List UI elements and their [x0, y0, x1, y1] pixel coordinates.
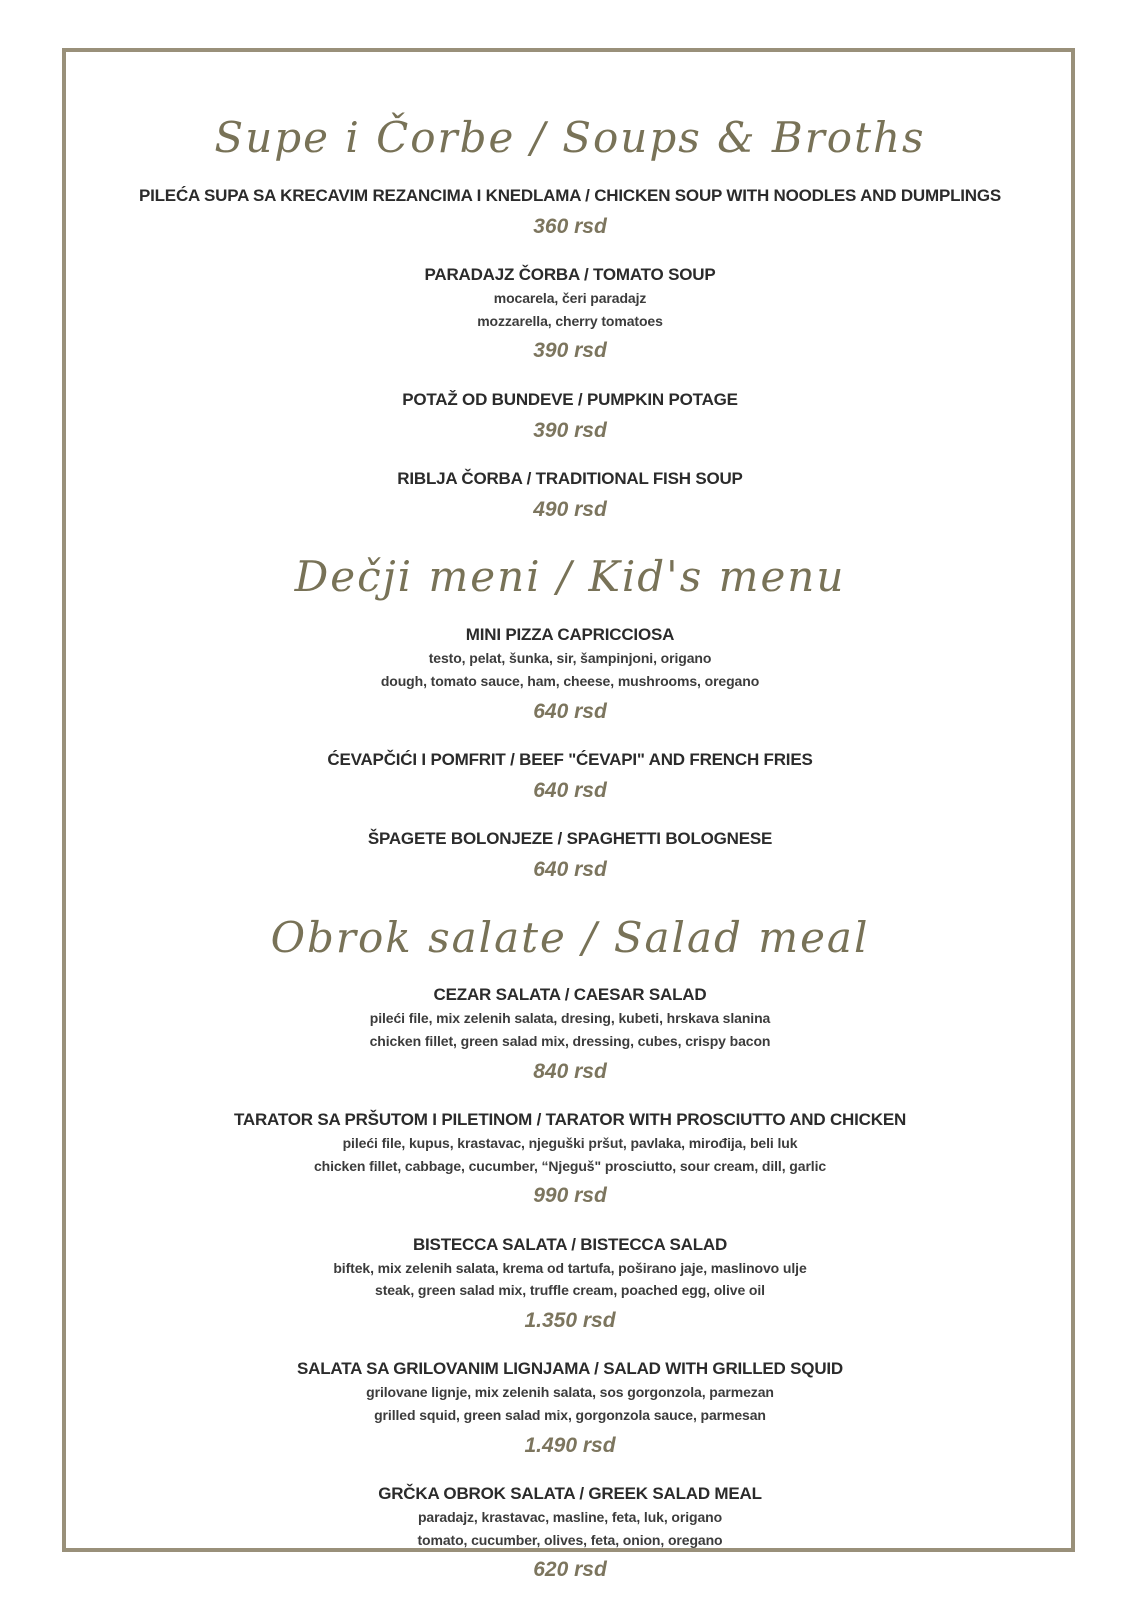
menu-item	[90, 264, 1050, 366]
menu-item	[90, 468, 1050, 524]
menu-item-price: 360 rsd	[533, 214, 607, 238]
menu-item-desc-en: steak, green salad mix, truffle cream, poached egg, olive oil	[375, 1282, 765, 1299]
menu-item	[90, 389, 1050, 445]
menu-item	[90, 185, 1050, 241]
menu-item-desc-en: chicken fillet, cabbage, cucumber, “Njeguš" prosciutto, sour cream, dill, garlic	[313, 1157, 827, 1174]
menu-item	[90, 1483, 1050, 1585]
menu-item-price: 640 rsd	[533, 778, 607, 802]
menu-item-desc-sr: mocarela, čeri paradajz	[493, 290, 647, 307]
menu-item-name: TARATOR SA PRŠUTOM I PILETINOM / TARATOR WITH PROSCIUTTO AND CHICKEN	[233, 1110, 907, 1130]
menu-item-price: 840 rsd	[533, 1059, 607, 1083]
menu-item-name: RIBLJA ČORBA / TRADITIONAL FISH SOUP	[397, 469, 743, 489]
menu-item-name: MINI PIZZA CAPRICCIOSA	[465, 625, 675, 645]
menu-item-desc-en: chicken fillet, green salad mix, dressing, cubes, crispy bacon	[369, 1033, 771, 1050]
menu-content	[90, 108, 1050, 1608]
menu-item-price: 490 rsd	[533, 498, 607, 522]
menu-item	[90, 749, 1050, 805]
menu-item-desc-sr: testo, pelat, šunka, sir, šampinjoni, origano	[428, 650, 712, 667]
menu-item-desc-en: grilled squid, green salad mix, gorgonzola sauce, parmesan	[374, 1406, 766, 1423]
menu-item-price: 620 rsd	[533, 1558, 607, 1582]
menu-item-desc-sr: grilovane lignje, mix zelenih salata, sos gorgonzola, parmezan	[366, 1384, 774, 1401]
menu-item	[90, 1109, 1050, 1211]
menu-item-price: 390 rsd	[533, 339, 607, 363]
section-heading-salads: Obrok salate / Salad meal	[270, 912, 870, 962]
menu-item-name: POTAŽ OD BUNDEVE / PUMPKIN POTAGE	[402, 389, 738, 409]
menu-item-price: 1.350 rsd	[524, 1309, 616, 1333]
menu-item-name: ŠPAGETE BOLONJEZE / SPAGHETTI BOLOGNESE	[367, 829, 773, 849]
menu-item	[90, 624, 1050, 726]
menu-item-desc-sr: pileći file, kupus, krastavac, njeguški pršut, pavlaka, mirođija, beli luk	[342, 1134, 798, 1151]
menu-item-price: 390 rsd	[533, 418, 607, 442]
menu-item	[90, 1358, 1050, 1460]
menu-item-name: PARADAJZ ČORBA / TOMATO SOUP	[424, 265, 716, 285]
menu-item-desc-en: mozzarella, cherry tomatoes	[477, 312, 663, 329]
menu-item-name: SALATA SA GRILOVANIM LIGNJAMA / SALAD WITH GRILLED SQUID	[297, 1359, 843, 1379]
menu-item-desc-en: tomato, cucumber, olives, feta, onion, oregano	[417, 1531, 723, 1548]
section-heading-kids: Dečji meni / Kid's menu	[294, 552, 846, 602]
menu-item-name: CEZAR SALATA / CAESAR SALAD	[433, 985, 707, 1005]
menu-item	[90, 828, 1050, 884]
menu-item-price: 640 rsd	[533, 858, 607, 882]
menu-item-desc-en: dough, tomato sauce, ham, cheese, mushrooms, oregano	[380, 672, 760, 689]
menu-item-desc-sr: paradajz, krastavac, masline, feta, luk, origano	[417, 1508, 723, 1525]
menu-item-name: ĆEVAPČIĆI I POMFRIT / BEEF "ĆEVAPI" AND FRENCH FRIES	[327, 749, 813, 769]
menu-item-name: PILEĆA SUPA SA KRECAVIM REZANCIMA I KNEDLAMA / CHICKEN SOUP WITH NOODLES AND DUMPLINGS	[138, 185, 1002, 205]
menu-item	[90, 1234, 1050, 1336]
menu-item-desc-sr: biftek, mix zelenih salata, krema od tartufa, poširano jaje, maslinovo ulje	[333, 1259, 807, 1276]
menu-item-price: 640 rsd	[533, 699, 607, 723]
menu-item-desc-sr: pileći file, mix zelenih salata, dresing, kubeti, hrskava slanina	[369, 1010, 771, 1027]
menu-item-price: 990 rsd	[533, 1184, 607, 1208]
menu-item-price: 1.490 rsd	[524, 1433, 616, 1457]
menu-item-name: GRČKA OBROK SALATA / GREEK SALAD MEAL	[378, 1484, 762, 1504]
section-heading-soups: Supe i Čorbe / Soups & Broths	[214, 113, 926, 162]
menu-item	[90, 984, 1050, 1086]
menu-item-name: BISTECCA SALATA / BISTECCA SALAD	[412, 1234, 728, 1254]
